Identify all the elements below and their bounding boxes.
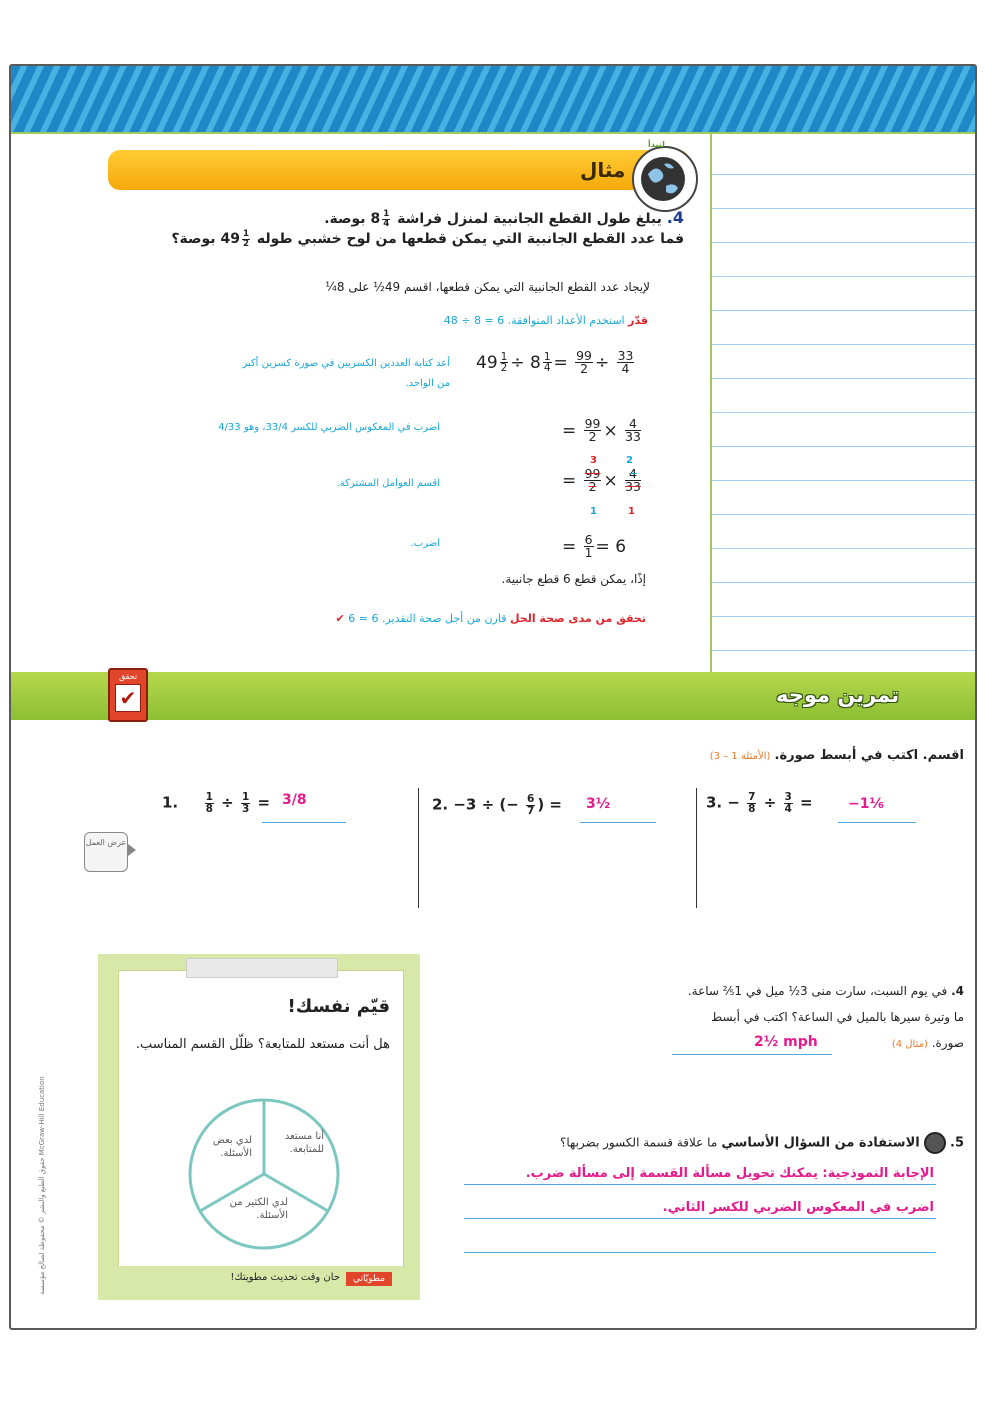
self-rate-question: هل أنت مستعد للمتابعة؟ ظلّل القسم المناسب.	[135, 1037, 390, 1052]
step1-note: أعد كتابة العددين الكسريين في صورة كسرين أكبر من الواحد.	[242, 358, 450, 389]
answer-line[interactable]	[464, 1252, 936, 1253]
answer-line[interactable]	[262, 822, 346, 823]
divider	[696, 788, 697, 908]
answer-1: 3/8	[282, 792, 307, 808]
exercise-2: 2. −3 ÷ (− $\frac{6}{7}$ ) =	[432, 793, 563, 817]
check: تحقق من مدى صحة الحل قارن من أجل صحة التقدير. 6 = 6 ✔	[335, 612, 646, 625]
step3-note: اقسم العوامل المشتركة.	[336, 478, 440, 489]
step3-expression: = $\frac{99}{2}$ × $\frac{4}{33}$	[562, 466, 641, 495]
step4-note: اضرب.	[410, 538, 440, 549]
cancel-mark: 1	[590, 506, 597, 517]
answer-5-line2: اضرب في المعكوس الضربي للكسر الثاني.	[662, 1200, 934, 1215]
question-5: 5. الاستفادة من السؤال الأساسي ما علاقة قسمة الكسور بضربها؟	[420, 1132, 964, 1154]
answer-2: 3½	[586, 796, 611, 812]
answer-line[interactable]	[464, 1184, 936, 1185]
globe-icon	[632, 146, 698, 212]
foldables-badge: مطويّاتي	[346, 1272, 392, 1286]
question-4: 4. في يوم السبت، سارت منى 3½ ميل في 1⅖ ساعة. ما وتيرة سيرها بالميل في الساعة؟ اكتب في أبسط صورة. (مثال 4)	[687, 984, 964, 1050]
estimate: قدّر استخدم الأعداد المتوافقة. 6 = 8 ÷ 48	[443, 314, 648, 327]
exercise-3: 3. − $\frac{7}{8}$ ÷ $\frac{3}{4}$ =	[706, 791, 813, 815]
example-title: مثال	[580, 158, 626, 182]
divider	[710, 132, 712, 672]
check-badge: تحقق ✔	[108, 668, 148, 722]
essential-question-icon	[924, 1132, 946, 1154]
answer-line[interactable]	[580, 822, 656, 823]
check-icon: ✔	[115, 684, 141, 712]
problem-number: 4.	[666, 208, 684, 227]
slice-some[interactable]: لدي بعض الأسئلة.	[212, 1135, 252, 1159]
step2-expression: = $\frac{99}{2}$ × $\frac{4}{33}$	[562, 416, 641, 445]
divider	[418, 788, 419, 908]
instruction: اقسم. اكتب في أبسط صورة. (الأمثلة 1 – 3)	[709, 748, 964, 763]
step1-expression: 49 $\frac{1}{2}$ ÷ 8 $\frac{1}{4}$ = $\frac{99}{2}$ ÷ $\frac{33}{4}$	[476, 348, 634, 377]
answer-line[interactable]	[838, 822, 916, 823]
guided-title: تمرين موجه	[776, 683, 900, 707]
checkmark-icon: ✔	[335, 612, 345, 625]
answer-5-line1: الإجابة النموذجية: يمكنك تحويل مسألة القسمة إلى مسألة ضرب.	[525, 1166, 934, 1181]
slice-many[interactable]: لدي الكثير من الأسئلة.	[229, 1197, 288, 1221]
step4-expression: = $\frac{6}{1}$ = 6	[562, 532, 627, 561]
tape	[186, 958, 338, 978]
cancel-mark: 2	[626, 455, 633, 466]
conclusion: إذًا، يمكن قطع 6 قطع جانبية.	[501, 572, 646, 586]
cancel-mark: 1	[628, 506, 635, 517]
answer-3: −1⅙	[848, 796, 884, 812]
arrow-icon	[128, 844, 136, 856]
copyright: حقوق الطبع والنشر © محفوظة لصالح مؤسسة McGraw-Hill Education	[38, 1076, 46, 1295]
exercise-1: 1. $\frac{1}{8}$ ÷ $\frac{1}{3}$ =	[162, 791, 271, 815]
answer-line[interactable]	[672, 1054, 832, 1055]
self-rate-footer-text: حان وقت تحديث مطويتك!	[230, 1272, 340, 1283]
rating-pie[interactable]	[180, 1094, 350, 1254]
slice-ready[interactable]: أنا مستعد للمتابعة.	[284, 1131, 324, 1155]
step2-note: اضرب في المعكوس الضربي للكسر 33/4، وهو 4/33	[218, 422, 440, 433]
example-intro: لإيجاد عدد القطع الجانبية التي يمكن قطعها، اقسم 49½ على 8¼	[325, 280, 650, 294]
header-band	[11, 66, 975, 132]
icon-tag: لنبدأ	[648, 140, 665, 149]
show-work-label: عرض العمل	[84, 832, 128, 872]
answer-line[interactable]	[464, 1218, 936, 1219]
notes-area[interactable]	[712, 134, 975, 672]
cancel-mark: 3	[590, 455, 597, 466]
example-question: 4. يبلغ طول القطع الجانبية لمنزل فراشة 8 $\frac{1}{4}$ بوصة. فما عدد القطع الجانبية التي يمكن قطعها من لوح خشبي طوله 49 $\frac{1}{2}$ بوصة؟	[171, 208, 684, 249]
answer-4: 2½ mph	[754, 1034, 818, 1050]
self-rate-title: قيّم نفسك!	[287, 996, 390, 1017]
